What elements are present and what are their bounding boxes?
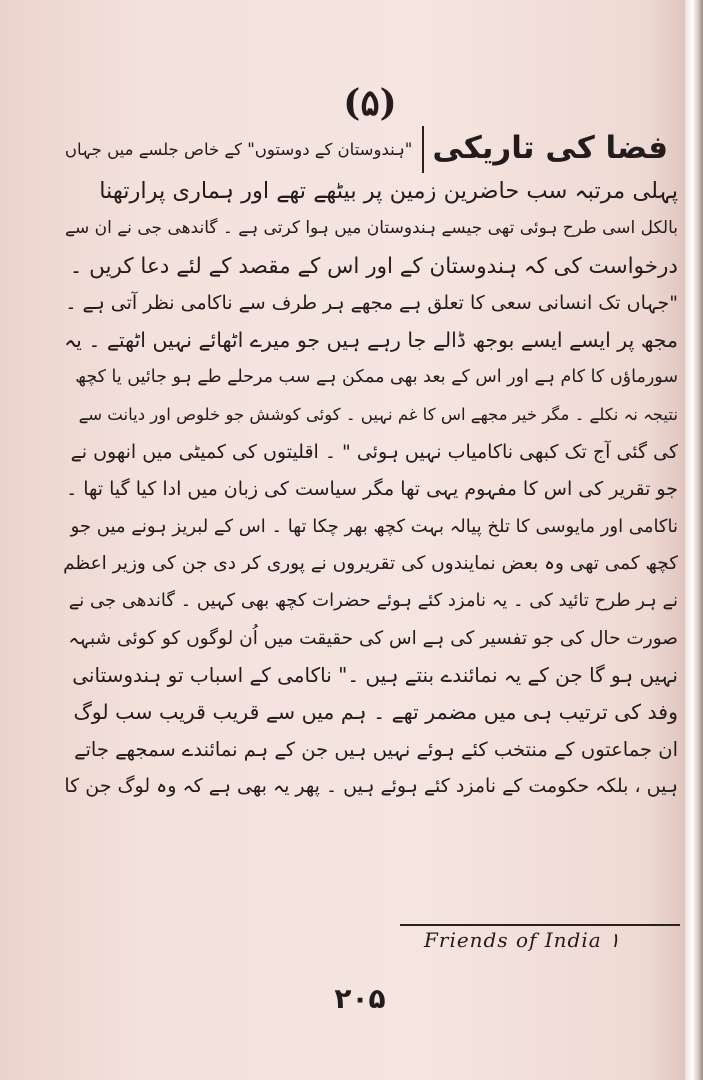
text-line: سورماؤں کا کام ہے اور اس کے بعد بھی ممکن ہے سب مرحلے طے ہو جائیں یا کچھ (75, 367, 678, 388)
text-line: بالکل اسی طرح ہوئی تھی جیسے ہندوستان میں ہوا کرتی ہے ۔ گاندھی جی نے ان سے (65, 218, 678, 239)
text-line: کچھ کمی تھی وہ بعض نمایندوں کی تقریروں نے پوری کر دی جن کی وزیر اعظم (63, 553, 678, 575)
side-heading: فضا کی تاریکی (422, 126, 678, 173)
text-line: "ہندوستان کے دوستوں" کے خاص جلسے میں جہاں (64, 139, 413, 159)
text-line: نتیجہ نہ نکلے ۔ مگر خیر مجھے اس کا غم نہیں ۔ کوئی کوشش جو خلوص اور دیانت سے (78, 405, 678, 425)
text-line: درخواست کی کہ ہندوستان کے اور اس کے مقصد کے لئے دعا کریں ۔ (69, 253, 678, 279)
text-line: مجھ پر ایسے ایسے بوجھ ڈالے جا رہے ہیں جو میرے اٹھائے نہیں اٹھتے ۔ یہ (64, 328, 678, 352)
footnote-rule (400, 924, 680, 926)
text-line: پہلی مرتبہ سب حاضرین زمین پر بیٹھے تھے اور ہماری پرارتھنا (99, 178, 678, 205)
page-folio-number: ۲۰۵ (334, 982, 386, 1015)
page-text-block (62, 82, 678, 806)
text-line: "جہاں تک انسانی سعی کا تعلق ہے مجھے ہر طرف سے ناکامی نظر آتی ہے ۔ (65, 291, 678, 314)
text-line: ان جماعتوں کے منتخب کئے ہوئے نہیں ہیں جن کے ہم نمائندے سمجھے جاتے (74, 738, 678, 762)
text-line: ہیں ، بلکہ حکومت کے نامزد کئے ہوئے ہیں ۔ پھر یہ بھی ہے کہ وہ لوگ جن کا (64, 775, 678, 798)
text-line: وفد کی ترتیب ہی میں مضمر تھے ۔ ہم میں سے قریب قریب سب لوگ (73, 700, 678, 725)
book-spine-edge (685, 0, 703, 1080)
text-line: صورت حال کی جو تفسیر کی ہے اس کی حقیقت میں اُن لوگوں کو کوئی شبہہ (68, 627, 678, 649)
footnote: Friends of India ۱ (424, 928, 620, 952)
text-line: جو تقریر کی اس کا مفہوم یہی تھا مگر سیاست کی زبان میں ادا کیا گیا تھا ۔ (66, 477, 678, 500)
text-line: کی گئی آج تک کبھی ناکامیاب نہیں ہوئی " ۔ اقلیتوں کی کمیٹی میں انھوں نے (70, 440, 678, 463)
chapter-number: (۵) (343, 82, 397, 124)
heading-line (62, 126, 678, 173)
text-line: نہیں ہو گا جن کے یہ نمائندے بنتے ہیں ۔" ناکامی کے اسباب تو ہندوستانی (72, 662, 678, 687)
text-line: نے ہر طرح تائید کی ۔ یہ نامزد کئے ہوئے حضرات کچھ بھی کہیں ۔ گاندھی جی نے (68, 590, 678, 612)
text-line: ناکامی اور مایوسی کا تلخ پیالہ بہت کچھ بھر چکا تھا ۔ اس کے لبریز ہونے میں جو (70, 516, 678, 538)
